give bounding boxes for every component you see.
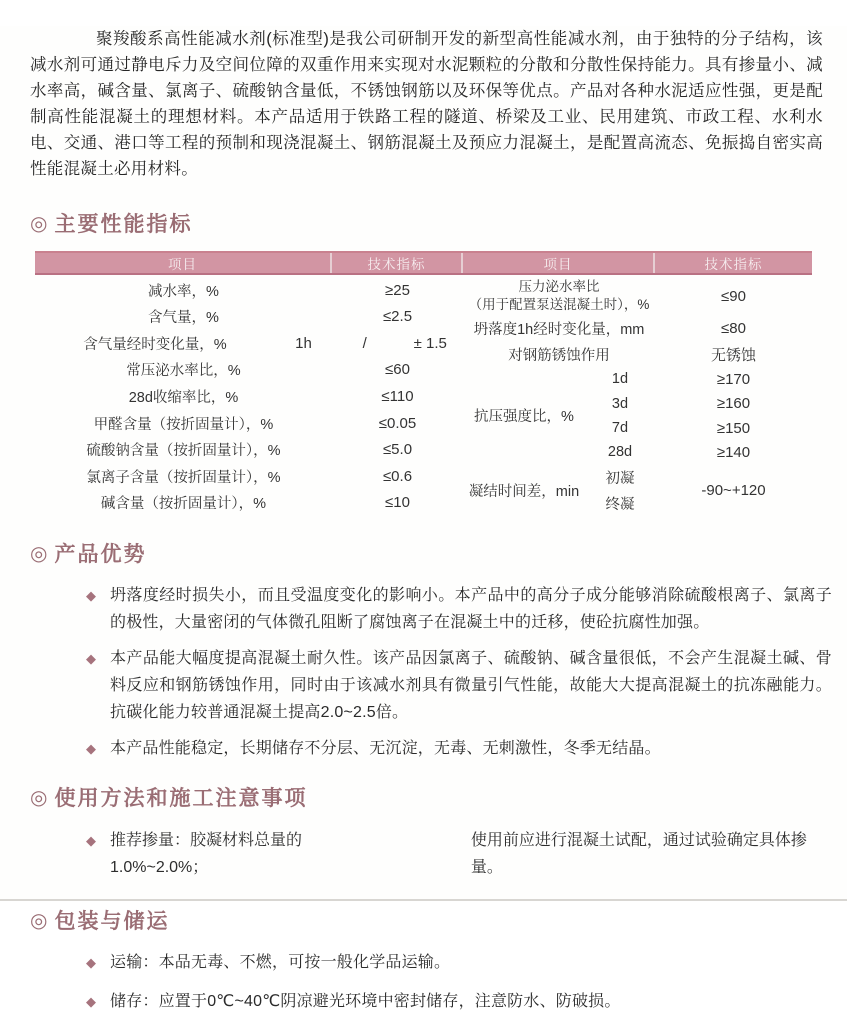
- row-item-label: 甲醛含量（按折固量计），%: [93, 416, 274, 433]
- packaging-list: [0, 949, 847, 1015]
- table-row: [35, 357, 463, 384]
- time-1h-label: 1h: [295, 334, 312, 352]
- table-row: [35, 277, 463, 304]
- diamond-bullet-icon: ◆: [86, 741, 96, 756]
- advantage-text: 本产品性能稳定，长期储存不分层、无沉淀，无毒、无刺激性，冬季无结晶。: [110, 740, 661, 757]
- usage-list-item: [86, 827, 832, 881]
- slash-separator: /: [362, 334, 367, 352]
- pressure-bleeding-line1: 压力泌水率比: [518, 279, 600, 295]
- table-right-columns: [463, 277, 812, 516]
- row-item-value: [332, 335, 463, 352]
- storage-text: 储存：应置于0℃~40℃阴凉避光环境中密封储存，注意防水、防破损。: [110, 993, 621, 1010]
- transport-text: 运输：本品无毒、不燃，可按一般化学品运输。: [110, 954, 451, 971]
- section-heading-usage: [30, 782, 847, 812]
- document-page: [0, 26, 847, 1010]
- strength-value: ≥170: [716, 370, 751, 388]
- table-row: [35, 463, 463, 490]
- table-header-spec-left: 技术指标: [332, 253, 463, 273]
- row-item-label: 硫酸钠含量（按折固量计），%: [86, 443, 281, 460]
- table-row: [463, 316, 812, 342]
- strength-value: ≥140: [716, 443, 751, 461]
- row-item-label: 对钢筋锈蚀作用: [508, 347, 610, 364]
- final-set-label: 终凝: [605, 496, 635, 513]
- pressure-bleeding-line2: （用于配置泵送混凝土时），%: [468, 297, 650, 313]
- setting-label: 凝结时间差，min: [468, 483, 580, 500]
- row-item-value: ≤5.0: [382, 441, 413, 459]
- table-header-spec-right: 技术指标: [704, 257, 763, 272]
- list-item: [86, 949, 832, 976]
- row-item-value: ≤2.5: [382, 308, 413, 326]
- section-heading-packaging: [30, 905, 847, 935]
- section-title-packaging: 包装与储运: [54, 910, 170, 933]
- row-item-label: 常压泌水率比，%: [126, 363, 241, 380]
- strength-values: [655, 367, 812, 465]
- row-item-value: ≤0.05: [378, 414, 417, 432]
- table-body: [35, 275, 812, 516]
- tolerance-value: ± 1.5: [413, 334, 447, 352]
- section-title-usage: 使用方法和施工注意事项: [54, 787, 308, 810]
- table-header-item-left: 项目: [35, 253, 332, 273]
- bullseye-icon: ◎: [30, 909, 48, 932]
- section-heading-performance: [30, 208, 847, 238]
- row-item-value: ≤60: [385, 361, 410, 379]
- setting-subs: [585, 465, 655, 516]
- strength-value: ≥160: [716, 395, 751, 413]
- table-row: [463, 277, 812, 316]
- setting-value: -90~+120: [701, 481, 766, 499]
- age-label: 28d: [607, 444, 633, 461]
- intro-paragraph: 聚羧酸系高性能减水剂(标准型)是我公司研制开发的新型高性能减水剂，由于独特的分子结构，该减水剂可通过静电斥力及空间位障的双重作用来实现对水泥颗粒的分散和分散性保持能力。具有掺量小、减水率高，碱含量、氯离子、硫酸钠含量低，不锈蚀钢筋以及环保等优点。产品对各种水泥适应性强，更是配制高性能混凝土的理想材料。本产品适用于铁路工程的隧道、桥梁及工业、民用建筑、市政工程、水利水电、交通、港口等工程的预制和现浇混凝土、钢筋混凝土及预应力混凝土，是配置高流态、免振捣自密实高性能混凝土必用材料。: [30, 30, 823, 178]
- section-heading-advantages: [30, 538, 847, 568]
- table-header-item-right: 项目: [463, 253, 655, 273]
- row-item-value: ≤110: [381, 388, 414, 406]
- strength-label: 抗压强度比，%: [474, 409, 574, 426]
- air-content-change-label: 含气量经时变化量，%: [83, 336, 227, 353]
- row-item-label: 坍落度1h经时变化量，mm: [473, 321, 645, 338]
- bullseye-icon: ◎: [30, 212, 48, 235]
- row-item-label: [35, 333, 332, 354]
- strength-value: ≥150: [716, 419, 751, 437]
- row-item-value: ≤90: [721, 287, 746, 305]
- table-row: [35, 410, 463, 437]
- advantage-text: 坍落度经时损失小，而且受温度变化的影响小。本产品中的高分子成分能够消除硫酸根离子、氯离子的极性，大量密闭的气体微孔阻断了腐蚀离子在混凝土中的迁移，使砼抗腐性加强。: [110, 587, 832, 631]
- age-label: 1d: [611, 371, 629, 388]
- trial-mix-note: 使用前应进行混凝土试配，通过试验确定具体掺量。: [470, 832, 807, 876]
- list-item: [86, 582, 832, 636]
- row-item-value: ≥25: [385, 281, 410, 299]
- age-label: 3d: [611, 395, 629, 412]
- diamond-bullet-icon: ◆: [86, 588, 96, 603]
- setting-item-cell: [463, 465, 655, 516]
- diamond-bullet-icon: ◆: [86, 994, 96, 1009]
- list-item: [86, 645, 832, 726]
- diamond-bullet-icon: ◆: [86, 955, 96, 970]
- bullseye-icon: ◎: [30, 786, 48, 809]
- strength-ages: [585, 367, 655, 465]
- table-left-columns: [35, 277, 463, 516]
- age-label: 7d: [611, 420, 629, 436]
- row-item-label: [463, 278, 655, 314]
- row-item-label: 氯离子含量（按折固量计），%: [86, 469, 281, 486]
- row-item-label: 碱含量（按折固量计），%: [100, 496, 267, 513]
- dosage-text: 推荐掺量：胶凝材料总量的1.0%~2.0%；: [110, 832, 303, 876]
- advantages-list: [0, 582, 847, 762]
- section-title-advantages: 产品优势: [54, 543, 147, 566]
- diamond-bullet-icon: ◆: [86, 833, 96, 848]
- setting-time-block: [463, 465, 812, 516]
- table-row: [35, 383, 463, 410]
- table-row: [35, 490, 463, 517]
- initial-set-label: 初凝: [605, 470, 635, 487]
- table-header-row: [35, 251, 812, 275]
- row-item-value: ≤10: [385, 494, 410, 512]
- compressive-strength-block: [463, 367, 812, 465]
- row-item-value: ≤80: [721, 319, 746, 337]
- list-item: [86, 735, 832, 762]
- table-row: [35, 304, 463, 331]
- bullseye-icon: ◎: [30, 542, 48, 565]
- diamond-bullet-icon: ◆: [86, 651, 96, 666]
- list-item: [86, 988, 832, 1015]
- table-row: [35, 330, 463, 357]
- row-item-label: 28d收缩率比，%: [128, 390, 239, 407]
- performance-table: [35, 251, 812, 516]
- row-item-value: ≤0.6: [382, 467, 413, 485]
- row-item-label: 减水率，%: [148, 283, 219, 300]
- strength-item-cell: [463, 367, 655, 465]
- advantage-text: 本产品能大幅度提高混凝土耐久性。该产品因氯离子、硫酸钠、碱含量很低，不会产生混凝土碱、骨料反应和钢筋锈蚀作用，同时由于该减水剂具有微量引气性能，故能大大提高混凝土的抗冻融能力。抗碳化能力较普通混凝土提高2.0~2.5倍。: [110, 650, 832, 721]
- row-item-value: 无锈蚀: [710, 346, 756, 364]
- table-row: [463, 341, 812, 367]
- section-title-performance: 主要性能指标: [54, 213, 193, 236]
- row-item-label: 含气量，%: [148, 310, 219, 327]
- table-row: [35, 436, 463, 463]
